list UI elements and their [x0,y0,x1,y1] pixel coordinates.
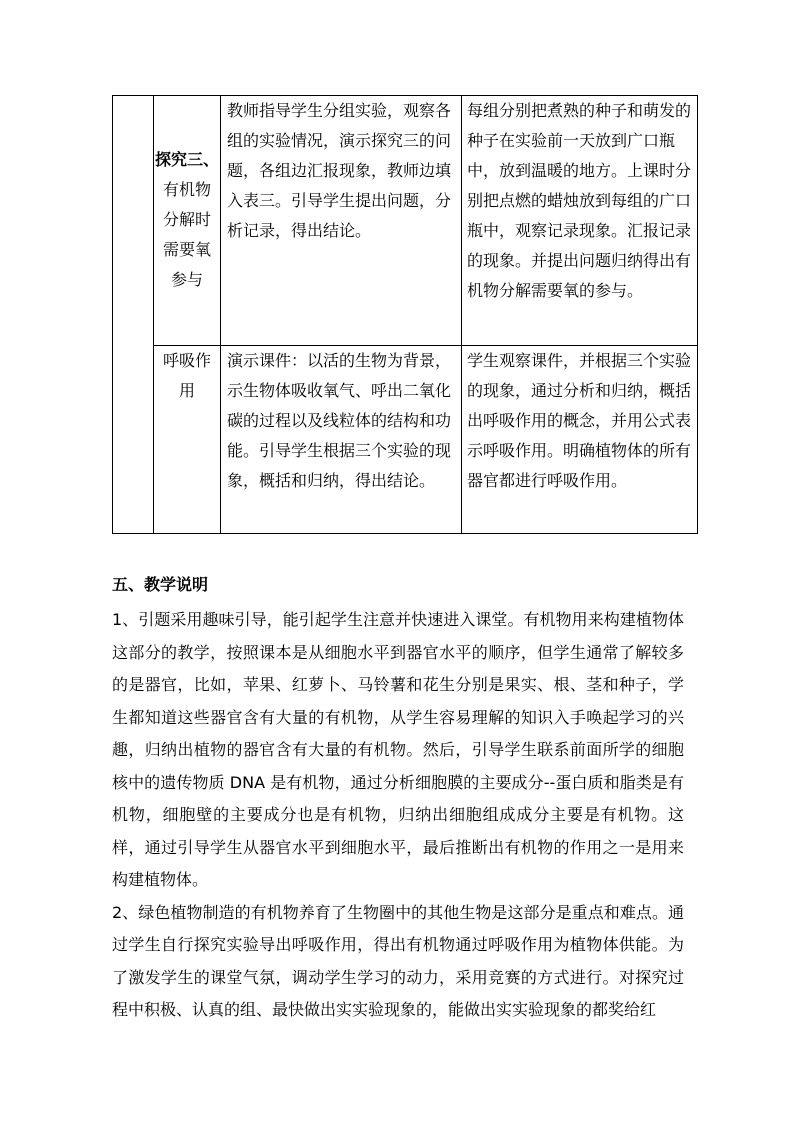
teacher-activity-cell: 演示课件：以活的生物为背景，示生物体吸收氧气、呼出二氧化碳的过程以及线粒体的结构和功能。引导学生根据三个实验的现象，概括和归纳，得出结论。 [221,346,462,534]
topic-cell [154,96,221,346]
teacher-activity-cell: 教师指导学生分组实验，观察各组的实验情况，演示探究三的问题，各组边汇报现象，教师边填入表三。引导学生提出问题，分析记录，得出结论。 [221,96,462,346]
paragraph: 1、引题采用趣味引导，能引起学生注意并快速进入课堂。有机物用来构建植物体这部分的教学，按照课本是从细胞水平到器官水平的顺序，但学生通常了解较多的是器官，比如，苹果、红萝卜、马铃薯和花生分别是果实、根、茎和种子，学生都知道这些器官含有大量的有机物，从学生容易理解的知识入手唤起学习的兴趣，归纳出植物的器官含有大量的有机物。然后，引导学生联系前面所学的细胞核中的遗传物质 DNA 是有机物，通过分析细胞膜的主要成分--蛋白质和脂类是有机物，细胞壁的主要成分也是有机物，归纳出细胞组成成分主要是有机物。这样，通过引导学生从器官水平到细胞水平，最后推断出有机物的作用之一是用来构建植物体。 [112,610,684,889]
student-activity-cell: 学生观察课件，并根据三个实验的现象，通过分析和归纳，概括出呼吸作用的概念，并用公式表示呼吸作用。明确植物体的所有器官都进行呼吸作用。 [462,346,698,534]
topic-title-bold: 探究三、 [154,150,219,169]
table-row [113,96,698,346]
section-heading: 五、教学说明 [112,575,209,594]
table-row [113,346,698,534]
student-activity-cell: 每组分别把煮熟的种子和萌发的种子在实验前一天放到广口瓶中，放到温暖的地方。上课时分别把点燃的蜡烛放到每组的广口瓶中，观察记录现象。汇报记录的现象。并提出问题归纳得出有机物分解需要氧的参与。 [462,96,698,346]
topic-line: 参与 [170,270,203,289]
stage-cell [113,96,154,534]
topic-cell [154,346,221,534]
topic-line: 用 [178,381,195,400]
topic-line: 需要氧 [162,240,211,259]
lesson-table [112,95,698,534]
topic-line: 有机物 [162,180,211,199]
teaching-notes-section [112,570,684,1027]
topic-line: 分解时 [162,210,211,229]
paragraph: 2、绿色植物制造的有机物养育了生物圈中的其他生物是这部分是重点和难点。通过学生自行探究实验导出呼吸作用，得出有机物通过呼吸作用为植物体供能。为了激发学生的课堂气氛，调动学生学习的动力，采用竞赛的方式进行。对探究过程中积极、认真的组、最快做出实实验现象的，能做出实实验现象的都奖给红 [112,902,684,1019]
topic-line: 呼吸作 [162,351,211,370]
